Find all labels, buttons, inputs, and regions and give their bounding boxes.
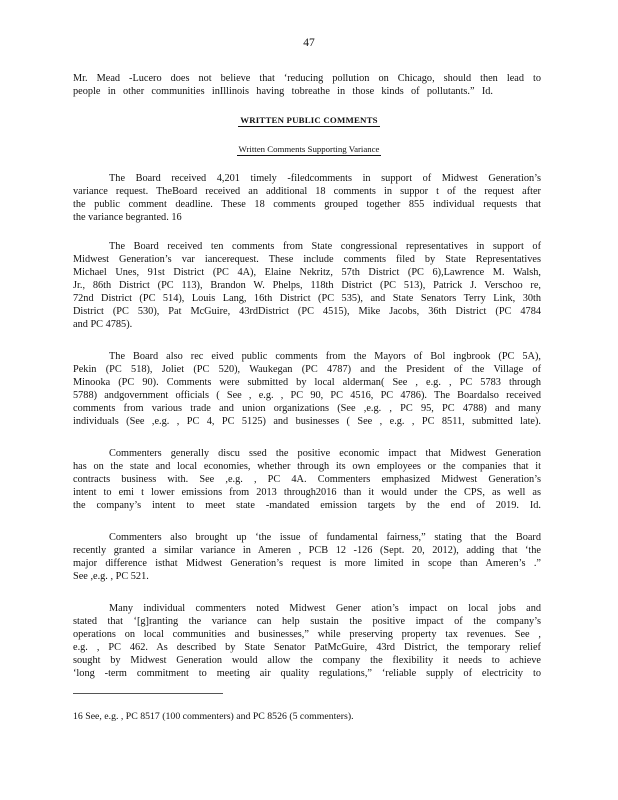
paragraph-line: operations on local communities and businesses,” while preserving property tax revenues. See , <box>73 629 541 640</box>
paragraph-line: Pekin (PC 518), Joliet (PC 520), Waukegan (PC 4787) and the President of the Village of <box>73 364 541 375</box>
intro-line: people in other communities inIllinois having tobreathe in those kinds of pollutants.” Id. <box>73 86 493 97</box>
section-heading <box>0 115 618 125</box>
section-heading-text: WRITTEN PUBLIC COMMENTS <box>240 115 378 125</box>
paragraph-line: Minooka (PC 90). Comments were submitted by local alderman( See , e.g. , PC 5783 through <box>73 377 541 388</box>
paragraph-line: Jr., 86th District (PC 113), Brandon W. Phelps, 118th District (PC 513), Patrick J. Verschoo re, <box>73 280 541 291</box>
paragraph-line: recently granted a similar variance in Ameren , PCB 12 -126 (Sept. 20, 2012), adding that ‘the <box>73 545 541 556</box>
page-number: 47 <box>303 37 315 49</box>
paragraph-line: 5788) andgovernment officials ( See , e.g. , PC 90, PC 4516, PC 4786). The Boardalso received <box>73 390 541 401</box>
subsection-heading <box>0 144 618 154</box>
footnote-divider <box>73 693 223 694</box>
paragraph-line: Many individual commenters noted Midwest Gener ation’s impact on local jobs and <box>109 603 541 614</box>
paragraph-line: District (PC 530), Pat McGuire, 43rdDistrict (PC 4515), Mike Jacobs, 36th District (PC 4784 <box>73 306 541 317</box>
paragraph-line: comments from various trade and union organizations (See ,e.g. , PC 95, PC 4788) and many <box>73 403 541 414</box>
paragraph-line: has on the state and local economies, whether through its own employees or the companies that it <box>73 461 541 472</box>
intro-line: Mr. Mead -Lucero does not believe that ‘reducing pollution on Chicago, should then lead to <box>73 73 541 84</box>
paragraph-line: stated that ‘[g]ranting the variance can help sustain the positive impact of the company’s <box>73 616 541 627</box>
paragraph-line: e.g. , PC 462. As described by State Senator PatMcGuire, 43rd District, the temporary relief <box>73 642 541 653</box>
paragraph-line: individuals (See ,e.g. , PC 4, PC 5125) and businesses ( See , e.g. , PC 8511, submitted late). <box>73 416 541 427</box>
paragraph-line: The Board received ten comments from State congressional representatives in support of <box>109 241 541 252</box>
paragraph-line: The Board received 4,201 timely -filedcomments in support of Midwest Generation’s <box>109 173 541 184</box>
paragraph-line: contracts business with. See ,e.g. , PC 4A. Commenters emphasized Midwest Generation’s <box>73 474 541 485</box>
paragraph-line: sought by Midwest Generation would allow the company the flexibility it needs to achieve <box>73 655 541 666</box>
footnote: 16 See, e.g. , PC 8517 (100 commenters) and PC 8526 (5 commenters). <box>73 711 354 722</box>
paragraph-line: See ,e.g. , PC 521. <box>73 571 149 582</box>
paragraph-line: the company’s intent to meet state -mandated emission targets by the end of 2019. Id. <box>73 500 541 511</box>
subsection-heading-text: Written Comments Supporting Variance <box>238 144 380 154</box>
paragraph-line: ‘long -term commitment to meeting air quality regulations,” ‘reliable supply of electricity to <box>73 668 541 679</box>
paragraph-line: and PC 4785). <box>73 319 133 330</box>
paragraph-line: The Board also rec eived public comments from the Mayors of Bol ingbrook (PC 5A), <box>109 351 541 362</box>
paragraph-line: major difference isthat Midwest Generation’s request is more limited in scope than Ameren’s .” <box>73 558 541 569</box>
paragraph-line: 72nd District (PC 514), Louis Lang, 16th District (PC 535), and State Senators Terry Link, 30th <box>73 293 541 304</box>
paragraph-line: Commenters generally discu ssed the positive economic impact that Midwest Generation <box>109 448 541 459</box>
paragraph-line: the variance begranted. 16 <box>73 212 182 223</box>
paragraph-line: Midwest Generation’s var iancerequest. These include comments filed by State Representatives <box>73 254 541 265</box>
paragraph-line: Michael Unes, 91st District (PC 4A), Elaine Nekritz, 57th District (PC 6),Lawrence M. Walsh, <box>73 267 541 278</box>
paragraph-line: the public comment deadline. These 18 comments grouped together 855 individual requests that <box>73 199 541 210</box>
paragraph-line: intent to emi t lower emissions from 2013 through2016 than it would under the CPS, as well as <box>73 487 541 498</box>
paragraph-line: Commenters also brought up ‘the issue of fundamental fairness,” stating that the Board <box>109 532 541 543</box>
paragraph-line: variance request. TheBoard received an additional 18 comments in suppor t of the request after <box>73 186 541 197</box>
